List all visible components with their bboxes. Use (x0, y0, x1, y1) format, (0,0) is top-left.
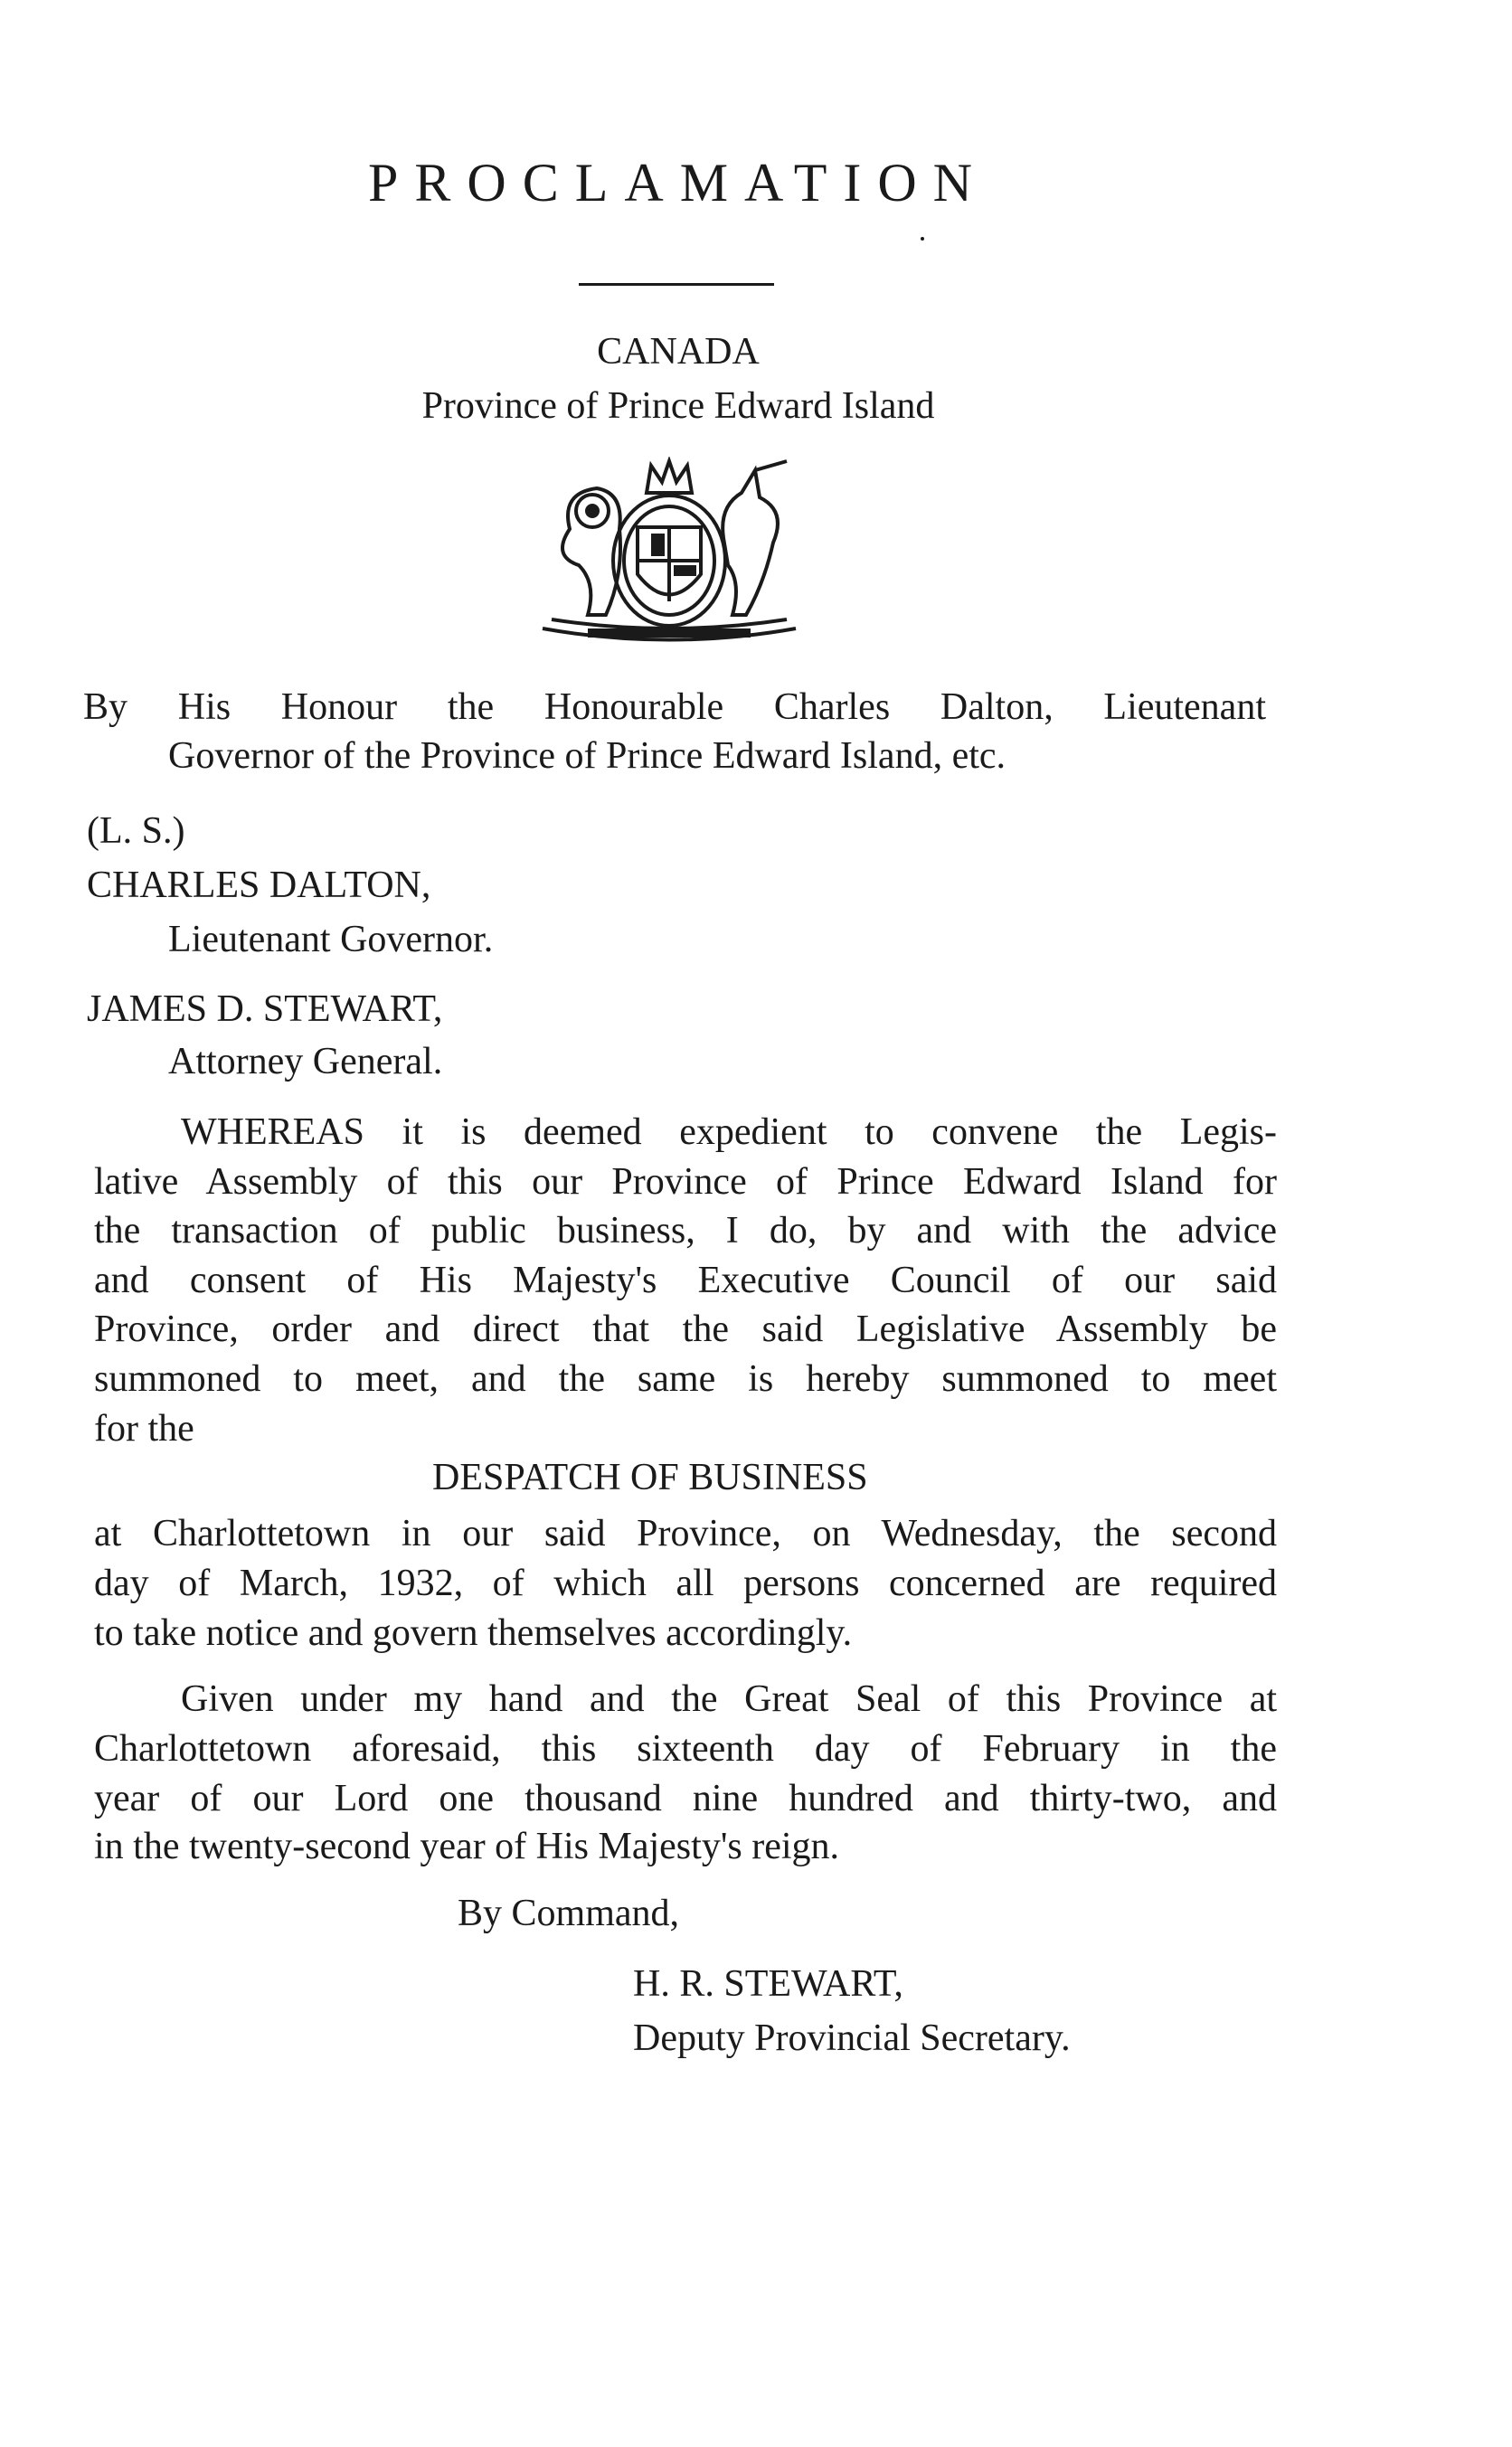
preamble-line-1: By His Honour the Honourable Charles Dalton, Lieutenant (83, 686, 1266, 728)
signatory-2-title: Attorney General. (168, 1041, 443, 1082)
purpose-heading: DESPATCH OF BUSINESS (432, 1457, 868, 1498)
meeting-line-2: day of March, 1932, of which all persons concerned are required (94, 1563, 1277, 1604)
title-divider (579, 283, 774, 286)
meeting-line-3: to take notice and govern themselves accordingly. (94, 1612, 853, 1654)
signatory-2-name: JAMES D. STEWART, (87, 988, 443, 1030)
given-line-3: year of our Lord one thousand nine hundred and thirty-two, and (94, 1778, 1277, 1819)
province-heading: Province of Prince Edward Island (421, 385, 935, 427)
secretary-title: Deputy Provincial Secretary. (633, 2017, 1071, 2059)
preamble-line-2: Governor of the Province of Prince Edward Island, etc. (168, 735, 1006, 777)
whereas-line-5: Province, order and direct that the said Legislative Assembly be (94, 1309, 1277, 1350)
secretary-name: H. R. STEWART, (633, 1963, 903, 2005)
by-command: By Command, (458, 1893, 680, 1934)
signatory-1-title: Lieutenant Governor. (168, 919, 494, 960)
country-heading: CANADA (597, 331, 760, 373)
whereas-line-4: and consent of His Majesty's Executive Council of our said (94, 1260, 1277, 1301)
signatory-1-name: CHARLES DALTON, (87, 864, 431, 906)
whereas-line-1: WHEREAS it is deemed expedient to convene the Legis- (181, 1111, 1277, 1153)
meeting-line-1: at Charlottetown in our said Province, on Wednesday, the second (94, 1513, 1277, 1554)
seal-mark: (L. S.) (87, 810, 185, 852)
given-line-4: in the twenty-second year of His Majesty's reign. (94, 1826, 840, 1867)
ink-speck (921, 237, 924, 241)
whereas-line-2: lative Assembly of this our Province of Prince Edward Island for (94, 1161, 1277, 1203)
whereas-line-3: the transaction of public business, I do, by and with the advice (94, 1210, 1277, 1252)
coat-of-arms-icon (515, 457, 823, 651)
whereas-line-7: for the (94, 1408, 194, 1450)
given-line-1: Given under my hand and the Great Seal of this Province at (181, 1678, 1277, 1720)
proclamation-title: PROCLAMATION (367, 153, 989, 213)
whereas-line-6: summoned to meet, and the same is hereby summoned to meet (94, 1358, 1277, 1400)
given-line-2: Charlottetown aforesaid, this sixteenth day of February in the (94, 1728, 1277, 1770)
